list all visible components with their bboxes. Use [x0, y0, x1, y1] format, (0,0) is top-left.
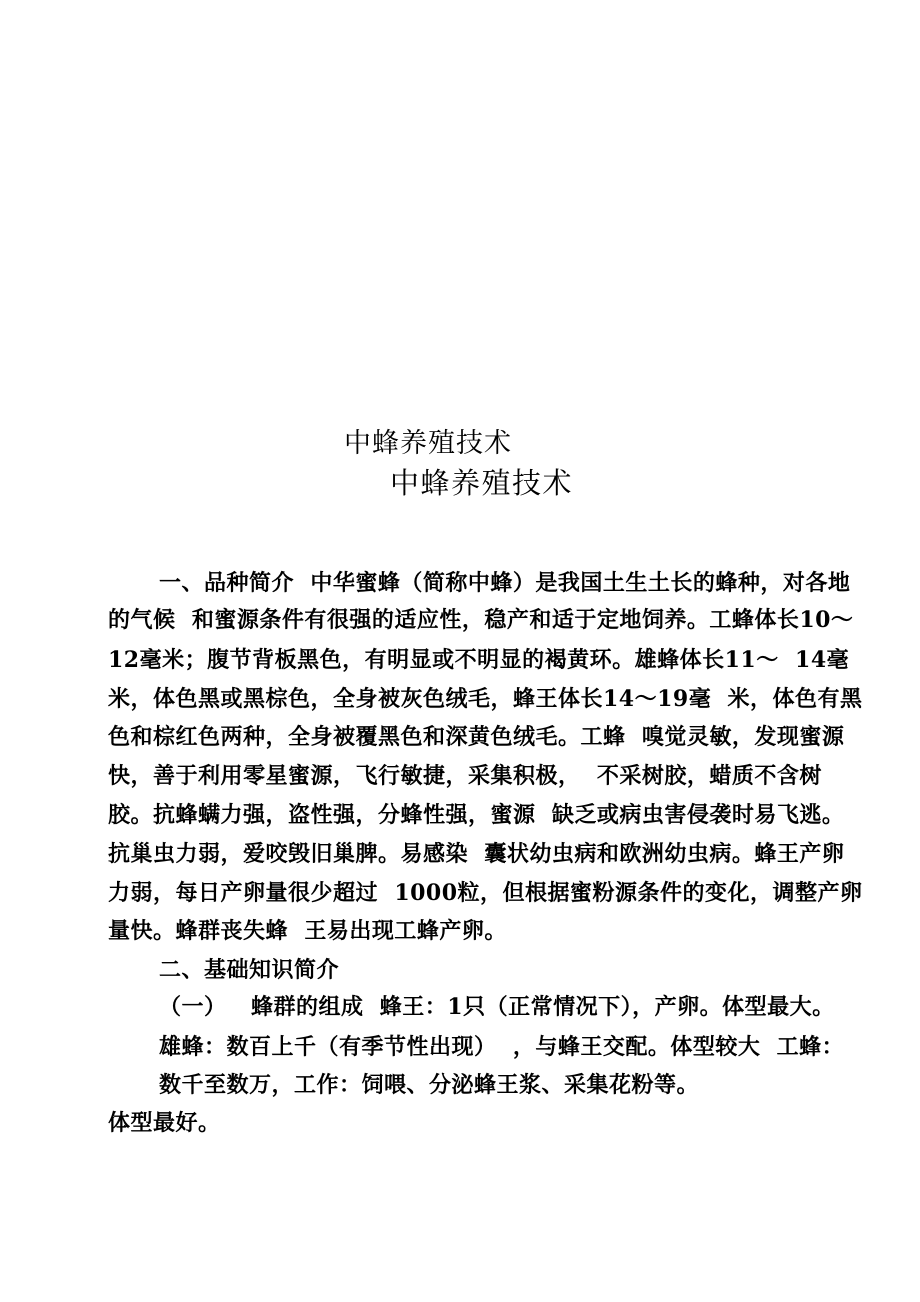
paragraph-line-10: 量快。蜂群丧失蜂 王易出现工蜂产卵。 — [108, 918, 507, 944]
paragraph-line-5: 色和棕红色两种，全身被覆黑色和深黄色绒毛。工蜂 嗅觉灵敏，发现蜜源 — [108, 724, 845, 750]
paragraph-line-13: 雄蜂：数百上千（有季节性出现） ，与蜂王交配。体型较大 工蜂： — [159, 1034, 845, 1060]
paragraph-line-1: 一、品种简介 中华蜜蜂（简称中蜂）是我国土生土长的蜂种，对各地 — [159, 570, 851, 596]
document-title-small: 中蜂养殖技术 — [344, 428, 512, 459]
paragraph-line-3: 12毫米；腹节背板黑色，有明显或不明显的褐黄环。雄蜂体长11～ 14毫 — [108, 647, 850, 673]
section-heading-basics: 二、基础知识简介 — [159, 957, 340, 983]
paragraph-line-12: （一） 蜂群的组成 蜂王：1只（正常情况下），产卵。体型最大。 — [159, 994, 835, 1020]
document-title-large: 中蜂养殖技术 — [390, 466, 574, 500]
paragraph-line-2: 的气候 和蜜源条件有很强的适应性，稳产和适于定地饲养。工蜂体长10～ — [108, 607, 854, 633]
paragraph-line-8: 抗巢虫力弱，爱咬毁旧巢脾。易感染 囊状幼虫病和欧洲幼虫病。蜂王产卵 — [108, 841, 845, 867]
paragraph-line-6: 快，善于利用零星蜜源，飞行敏捷，采集积极， 不采树胶，蜡质不含树 — [108, 763, 822, 789]
paragraph-line-7: 胶。抗蜂螨力强，盗性强，分蜂性强，蜜源 缺乏或病虫害侵袭时易飞逃。 — [108, 802, 845, 828]
paragraph-line-15: 体型最好。 — [108, 1110, 221, 1136]
paragraph-line-14: 数千至数万，工作：饲喂、分泌蜂王浆、采集花粉等。 — [159, 1072, 700, 1098]
paragraph-line-9: 力弱，每日产卵量很少超过 1000粒，但根据蜜粉源条件的变化，调整产卵 — [108, 880, 863, 906]
paragraph-line-4: 米，体色黑或黑棕色，全身被灰色绒毛，蜂王体长14～19毫 米，体色有黑 — [108, 686, 863, 712]
